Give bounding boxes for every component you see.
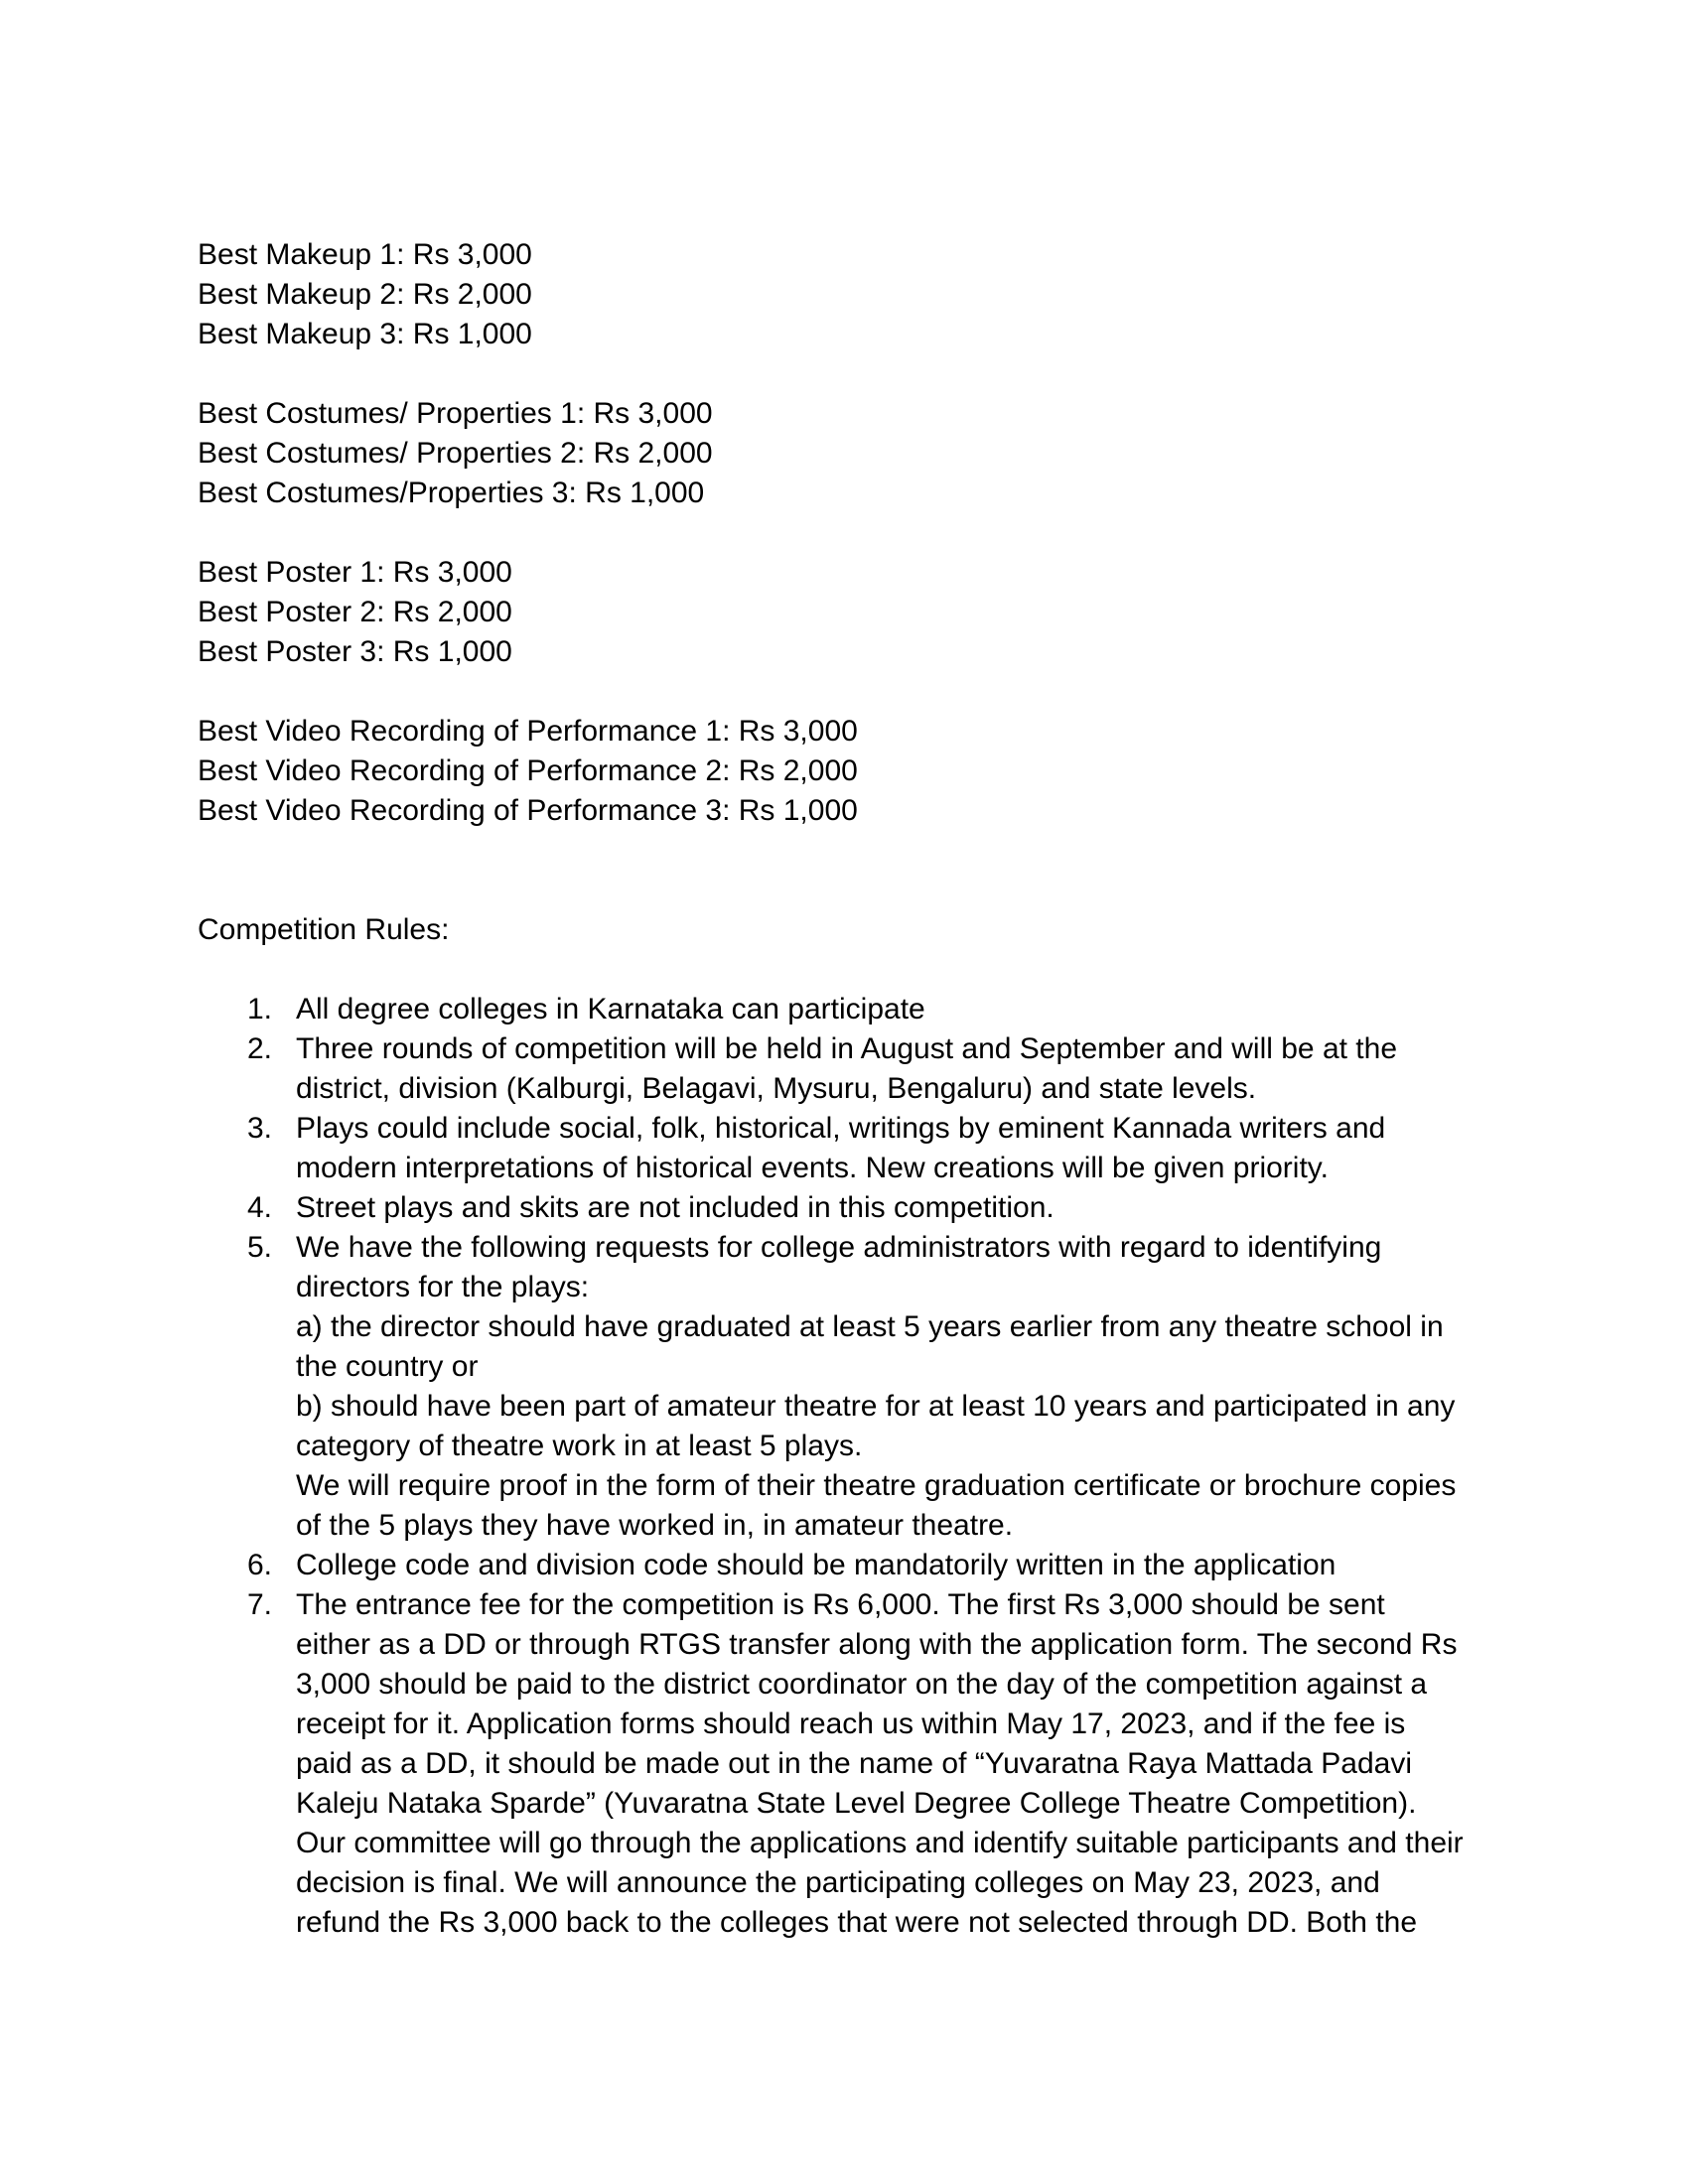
prize-group-video: [198, 712, 1498, 831]
rule-text-line: receipt for it. Application forms should reach us within May 17, 2023, and if the fee is: [296, 1707, 1406, 1740]
rule-text-line: College code and division code should be mandatorily written in the application: [296, 1549, 1336, 1581]
rules-list: [198, 990, 1498, 1943]
rule-item-6: [198, 1546, 1498, 1585]
rule-text-line: Kaleju Nataka Sparde” (Yuvaratna State Level Degree College Theatre Competition).: [296, 1787, 1417, 1820]
prize-line: Best Poster 1: Rs 3,000: [198, 556, 512, 589]
rule-text-line: directors for the plays:: [296, 1271, 590, 1303]
prize-line: Best Video Recording of Performance 1: Rs 3,000: [198, 715, 858, 748]
prize-line: Best Costumes/ Properties 1: Rs 3,000: [198, 397, 713, 430]
rule-text-line: 3,000 should be paid to the district coordinator on the day of the competition against a: [296, 1668, 1428, 1701]
rule-text-line: Three rounds of competition will be held in August and September and will be at the: [296, 1032, 1398, 1065]
rule-item-7: [198, 1585, 1498, 1943]
prize-group-makeup: [198, 235, 1498, 354]
rule-text-line: We will require proof in the form of their theatre graduation certificate or brochure copies: [296, 1469, 1457, 1502]
rule-text-line: a) the director should have graduated at least 5 years earlier from any theatre school in: [296, 1310, 1444, 1343]
rule-number: 6.: [247, 1549, 273, 1581]
prize-line: Best Costumes/Properties 3: Rs 1,000: [198, 477, 705, 509]
rule-text-line: district, division (Kalburgi, Belagavi, Mysuru, Bengaluru) and state levels.: [296, 1072, 1257, 1105]
prize-group-costumes: [198, 394, 1498, 513]
rule-text-line: The entrance fee for the competition is Rs 6,000. The first Rs 3,000 should be sent: [296, 1588, 1385, 1621]
rule-text-line: refund the Rs 3,000 back to the colleges that were not selected through DD. Both the: [296, 1906, 1418, 1939]
prize-line: Best Video Recording of Performance 3: Rs 1,000: [198, 794, 858, 827]
rule-text-line: We have the following requests for college administrators with regard to identifying: [296, 1231, 1382, 1264]
rule-item-4: [198, 1188, 1498, 1228]
rule-text-line: either as a DD or through RTGS transfer along with the application form. The second Rs: [296, 1628, 1458, 1661]
rule-text-line: All degree colleges in Karnataka can participate: [296, 993, 925, 1025]
rules-heading: Competition Rules:: [198, 913, 450, 946]
rule-text-line: modern interpretations of historical events. New creations will be given priority.: [296, 1152, 1329, 1184]
rule-text-line: Plays could include social, folk, historical, writings by eminent Kannada writers and: [296, 1112, 1386, 1145]
rule-number: 5.: [247, 1231, 273, 1264]
rule-text-line: Our committee will go through the applications and identify suitable participants and their: [296, 1827, 1464, 1859]
rule-text-line: decision is final. We will announce the participating colleges on May 23, 2023, and: [296, 1866, 1380, 1899]
prize-line: Best Video Recording of Performance 2: Rs 2,000: [198, 754, 858, 787]
prize-line: Best Makeup 1: Rs 3,000: [198, 238, 532, 271]
rule-item-3: [198, 1109, 1498, 1188]
prize-line: Best Costumes/ Properties 2: Rs 2,000: [198, 437, 713, 470]
prize-group-poster: [198, 553, 1498, 672]
prize-line: Best Makeup 3: Rs 1,000: [198, 318, 532, 350]
rule-text-line: b) should have been part of amateur theatre for at least 10 years and participated in any: [296, 1390, 1456, 1423]
rule-text-line: category of theatre work in at least 5 plays.: [296, 1430, 863, 1462]
prize-line: Best Poster 2: Rs 2,000: [198, 596, 512, 628]
rule-number: 2.: [247, 1032, 273, 1065]
prize-line: Best Makeup 2: Rs 2,000: [198, 278, 532, 311]
prize-line: Best Poster 3: Rs 1,000: [198, 635, 512, 668]
rule-number: 3.: [247, 1112, 273, 1145]
rule-text-line: paid as a DD, it should be made out in the name of “Yuvaratna Raya Mattada Padavi: [296, 1747, 1413, 1780]
rule-number: 1.: [247, 993, 273, 1025]
rule-text-line: of the 5 plays they have worked in, in amateur theatre.: [296, 1509, 1014, 1542]
rule-item-5: [198, 1228, 1498, 1546]
rule-item-2: [198, 1029, 1498, 1109]
rule-number: 7.: [247, 1588, 273, 1621]
rule-number: 4.: [247, 1191, 273, 1224]
rule-text-line: the country or: [296, 1350, 479, 1383]
rule-item-1: [198, 990, 1498, 1029]
rule-text-line: Street plays and skits are not included in this competition.: [296, 1191, 1055, 1224]
document-body: [198, 235, 1498, 1943]
